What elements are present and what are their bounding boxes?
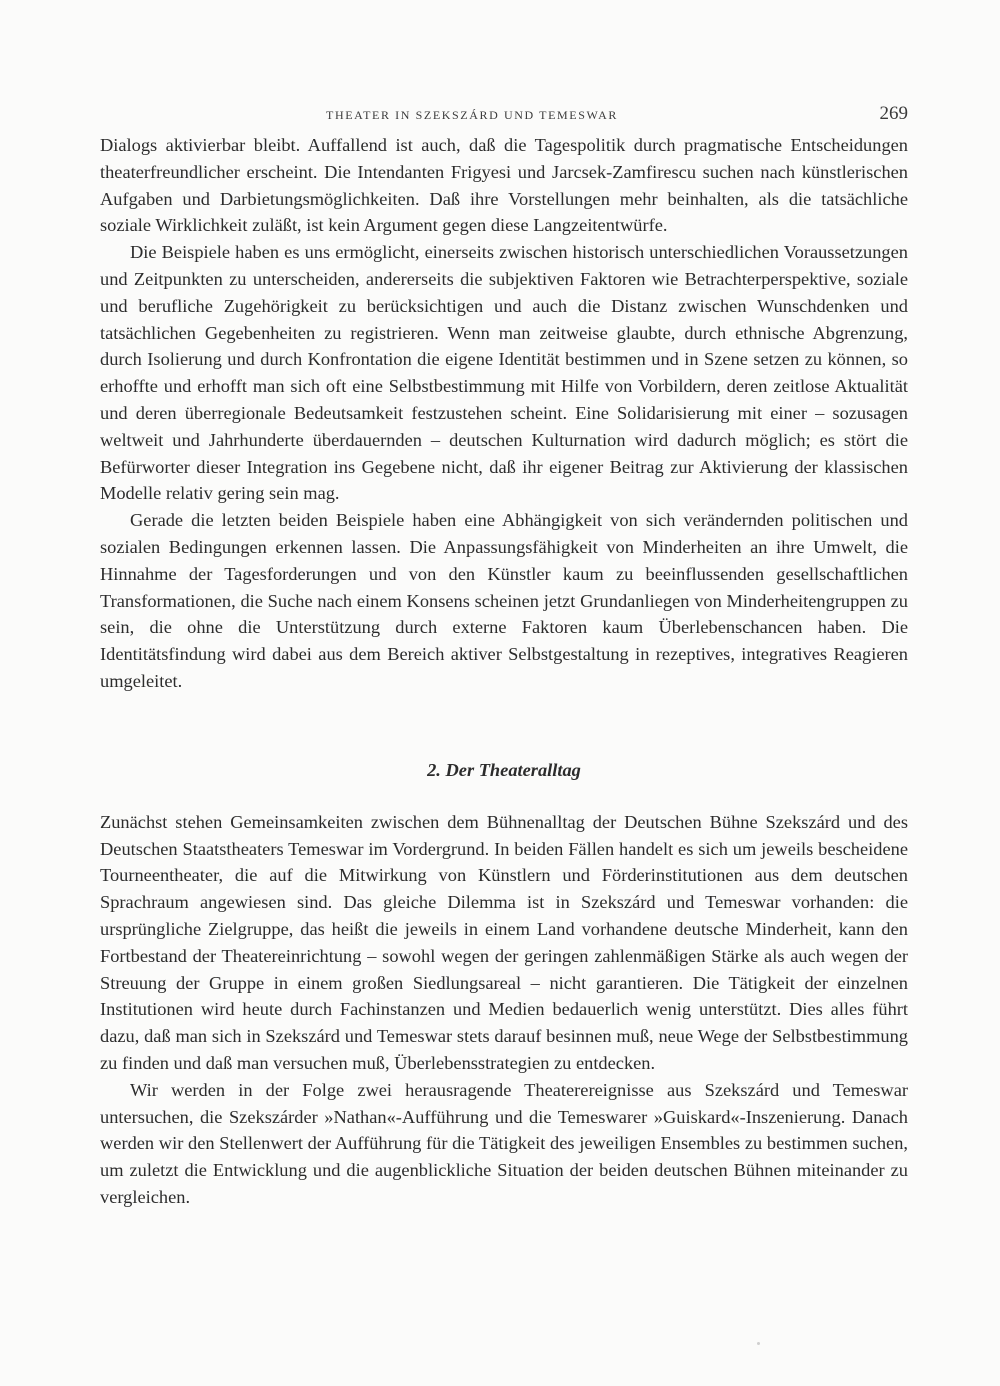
body-text <box>100 132 908 695</box>
book-page <box>100 100 908 1211</box>
paragraph: Die Beispiele haben es uns ermöglicht, einerseits zwischen historisch unterschiedlichen Voraussetzungen und Zeitpunkten zu unterscheiden, andererseits die subjektiven Faktoren wie Betrachterperspektive, soziale und berufliche Zugehörigkeit zu berücksichtigen und auch die Distanz zwischen Wunschdenken und tatsächlichen Gegebenheiten zu registrieren. Wenn man zeitweise glaubte, durch ethnische Abgrenzung, durch Isolierung und durch Konfrontation die eigene Identität bestimmen und in Szene setzen zu können, so erhoffte und erhofft man sich oft eine Selbstbestimmung mit Hilfe von Vorbildern, deren zeitlose Aktualität und deren überregionale Bedeutsamkeit festzustehen scheint. Eine Solidarisierung mit einer – sozusagen weltweit und Jahrhunderte überdauernden – deutschen Kulturnation wird dadurch möglich; es stört die Befürworter dieser Integration ins Gegebene nicht, daß ihr eigener Beitrag zur Aktivierung der klassischen Modelle relativ gering sein mag. <box>100 242 908 504</box>
running-header <box>100 100 908 132</box>
section-heading: 2. Der Theateralltag <box>427 759 581 780</box>
section-body-text <box>100 809 908 1211</box>
scan-speck <box>757 1342 760 1345</box>
paragraph: Zunächst stehen Gemeinsamkeiten zwischen dem Bühnenalltag der Deutschen Bühne Szekszárd und des Deutschen Staatstheaters Temeswar im Vordergrund. In beiden Fällen handelt es sich um jeweils bescheidene Tourneentheater, die auf die Mitwirkung von Künstlern und Förderinstitutionen aus dem deutschen Sprachraum angewiesen sind. Das gleiche Dilemma ist in Szekszárd und Temeswar vorhanden: die ursprüngliche Zielgruppe, das heißt die jeweils in einem Land vorhandene deutsche Minderheit, kann den Fortbestand der Theatereinrichtung – sowohl wegen der geringen zahlenmäßigen Stärke als auch wegen der Streuung der Gruppe in einem großen Siedlungsareal – nicht garantieren. Die Tätigkeit der einzelnen Institutionen wird heute durch Fachinstanzen und Medien bedauerlich wenig unterstützt. Dies alles führt dazu, daß man sich in Szekszárd und Temeswar stets darauf besinnen muß, neue Wege der Selbstbestimmung zu finden und daß man versuchen muß, Überlebensstrategien zu entdecken. <box>100 811 908 1073</box>
page-number: 269 <box>879 103 908 124</box>
paragraph-continued: Dialogs aktivierbar bleibt. Auffallend ist auch, daß die Tagespolitik durch pragmatische Entscheidungen theaterfreundlicher erscheint. Die Intendanten Frigyesi und Jarcsek-Zamfirescu suchen nach künstlerischen Aufgaben und Darbietungsmöglichkeiten. Daß ihre Vorstellungen mehr beinhalten, als die tatsächliche soziale Wirklichkeit zuläßt, ist kein Argument gegen diese Langzeitentwürfe. <box>100 135 908 236</box>
paragraph: Wir werden in der Folge zwei herausragende Theaterereignisse aus Szekszárd und Temeswar untersuchen, die Szekszárder »Nathan«-Aufführung und die Temeswarer »Guiskard«-Inszenierung. Danach werden wir den Stellenwert der Aufführung für die Tätigkeit des jeweiligen Ensembles zu bestimmen suchen, um zuletzt die Entwicklung und die augenblickliche Situation der beiden deutschen Bühnen miteinander zu vergleichen. <box>100 1079 908 1207</box>
running-title: THEATER IN SZEKSZÁRD UND TEMESWAR <box>326 108 618 122</box>
paragraph: Gerade die letzten beiden Beispiele haben eine Abhängigkeit von sich verändernden politischen und sozialen Bedingungen erkennen lassen. Die Anpassungsfähigkeit von Minderheiten an ihre Umwelt, die Hinnahme der Tagesforderungen und von den Künstler kaum zu beeinflussenden gesellschaftlichen Transformationen, die Suche nach einem Konsens scheinen jetzt Grundanliegen von Minderheitengruppen zu sein, die ohne die Unterstützung durch externe Faktoren kaum Überlebenschancen haben. Die Identitätsfindung wird dabei aus dem Bereich aktiver Selbstgestaltung in rezeptives, integratives Reagieren umgeleitet. <box>100 510 908 691</box>
